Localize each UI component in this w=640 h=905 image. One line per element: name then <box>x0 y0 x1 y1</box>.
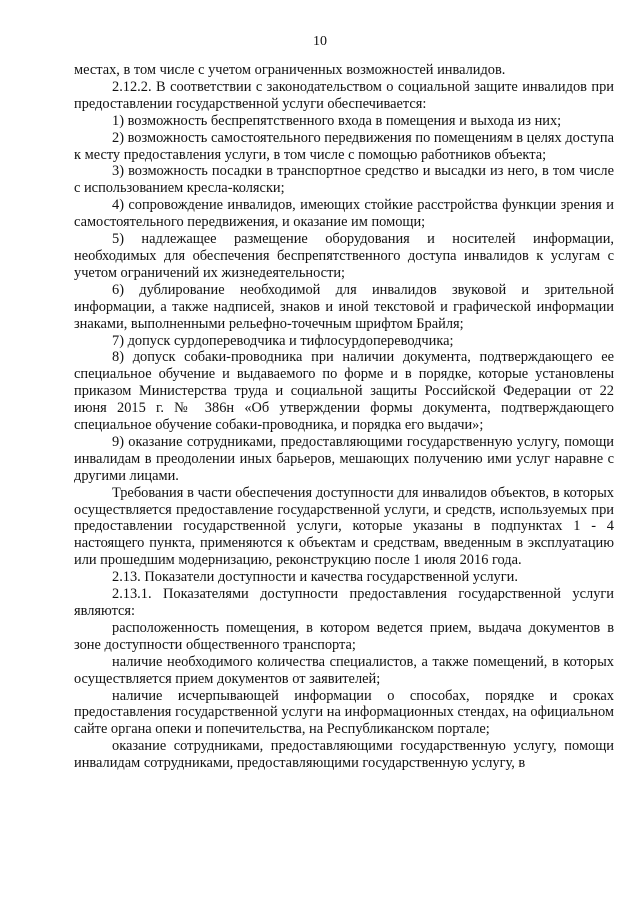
section-heading-2-13: 2.13. Показатели доступности и качества государственной услуги. <box>112 569 518 586</box>
paragraph-continuation: местах, в том числе с учетом ограниченных возможностей инвалидов. <box>74 62 506 78</box>
list-item-7: 7) допуск сурдопереводчика и тифлосурдопереводчика; <box>112 332 454 349</box>
paragraph-2-13-1: 2.13.1. Показателями доступности предоставления государственной услуги являются: <box>74 586 614 619</box>
list-item-1: 1) возможность беспрепятственного входа в помещения и выхода из них; <box>112 112 562 129</box>
list-item-6: 6) дублирование необходимой для инвалидов звуковой и зрительной информации, а также надписей, знаков и иной текстовой и графической информации знаками, выполненными рельефно-точечным шрифтом Брайля; <box>74 281 614 332</box>
document-body <box>74 62 614 772</box>
page-number: 10 <box>313 34 327 49</box>
paragraph-requirements: Требования в части обеспечения доступности для инвалидов объектов, в которых осуществляется предоставление государственной услуги, и средств, используемых при предоставлении государственной услуги, которые указаны в подпунктах 1 - 4 настоящего пункта, применяются к объектам и средствам, введенным в эксплуатацию или прошедшим модернизацию, реконструкцию после 1 июля 2016 года. <box>74 484 614 569</box>
list-item-9: 9) оказание сотрудниками, предоставляющими государственную услугу, помощи инвалидам в преодолении иных барьеров, мешающих получению ими услуг наравне с другими лицами. <box>74 433 614 484</box>
indicator-assistance: оказание сотрудниками, предоставляющими государственную услугу, помощи инвалидам сотрудниками, предоставляющими государственную услугу, в <box>74 738 614 772</box>
list-item-3: 3) возможность посадки в транспортное средство и высадки из него, в том числе с использованием кресла-коляски; <box>74 163 614 197</box>
list-item-5: 5) надлежащее размещение оборудования и носителей информации, необходимых для обеспечения беспрепятственного доступа инвалидов к услугам с учетом ограничений их жизнедеятельности; <box>74 231 614 281</box>
indicator-location: расположенность помещения, в котором ведется прием, выдача документов в зоне доступности общественного транспорта; <box>74 619 614 653</box>
list-item-4: 4) сопровождение инвалидов, имеющих стойкие расстройства функции зрения и самостоятельного передвижения, и оказание им помощи; <box>74 197 614 231</box>
indicator-information: наличие исчерпывающей информации о способах, порядке и сроках предоставления государственной услуги на информационных стендах, на официальном сайте органа опеки и попечительства, на Республиканском портале; <box>74 687 614 738</box>
list-item-2: 2) возможность самостоятельного передвижения по помещениям в целях доступа к месту предоставления услуги, в том числе с помощью работников объекта; <box>74 129 614 163</box>
paragraph-2-12-2: 2.12.2. В соответствии с законодательством о социальной защите инвалидов при предоставлении государственной услуги обеспечивается: <box>74 78 614 112</box>
list-item-8: 8) допуск собаки-проводника при наличии документа, подтверждающего ее специальное обучение и выдаваемого по форме и в порядке, которые установлены приказом Министерства труда и социальной защиты Российской Федерации от 22 июня 2015 г. № 386н «Об утверждении формы документа, подтверждающего специальное обучение собаки-проводника, и порядка его выдачи»; <box>74 349 614 434</box>
indicator-staff: наличие необходимого количества специалистов, а также помещений, в которых осуществляется прием документов от заявителей; <box>74 653 614 687</box>
